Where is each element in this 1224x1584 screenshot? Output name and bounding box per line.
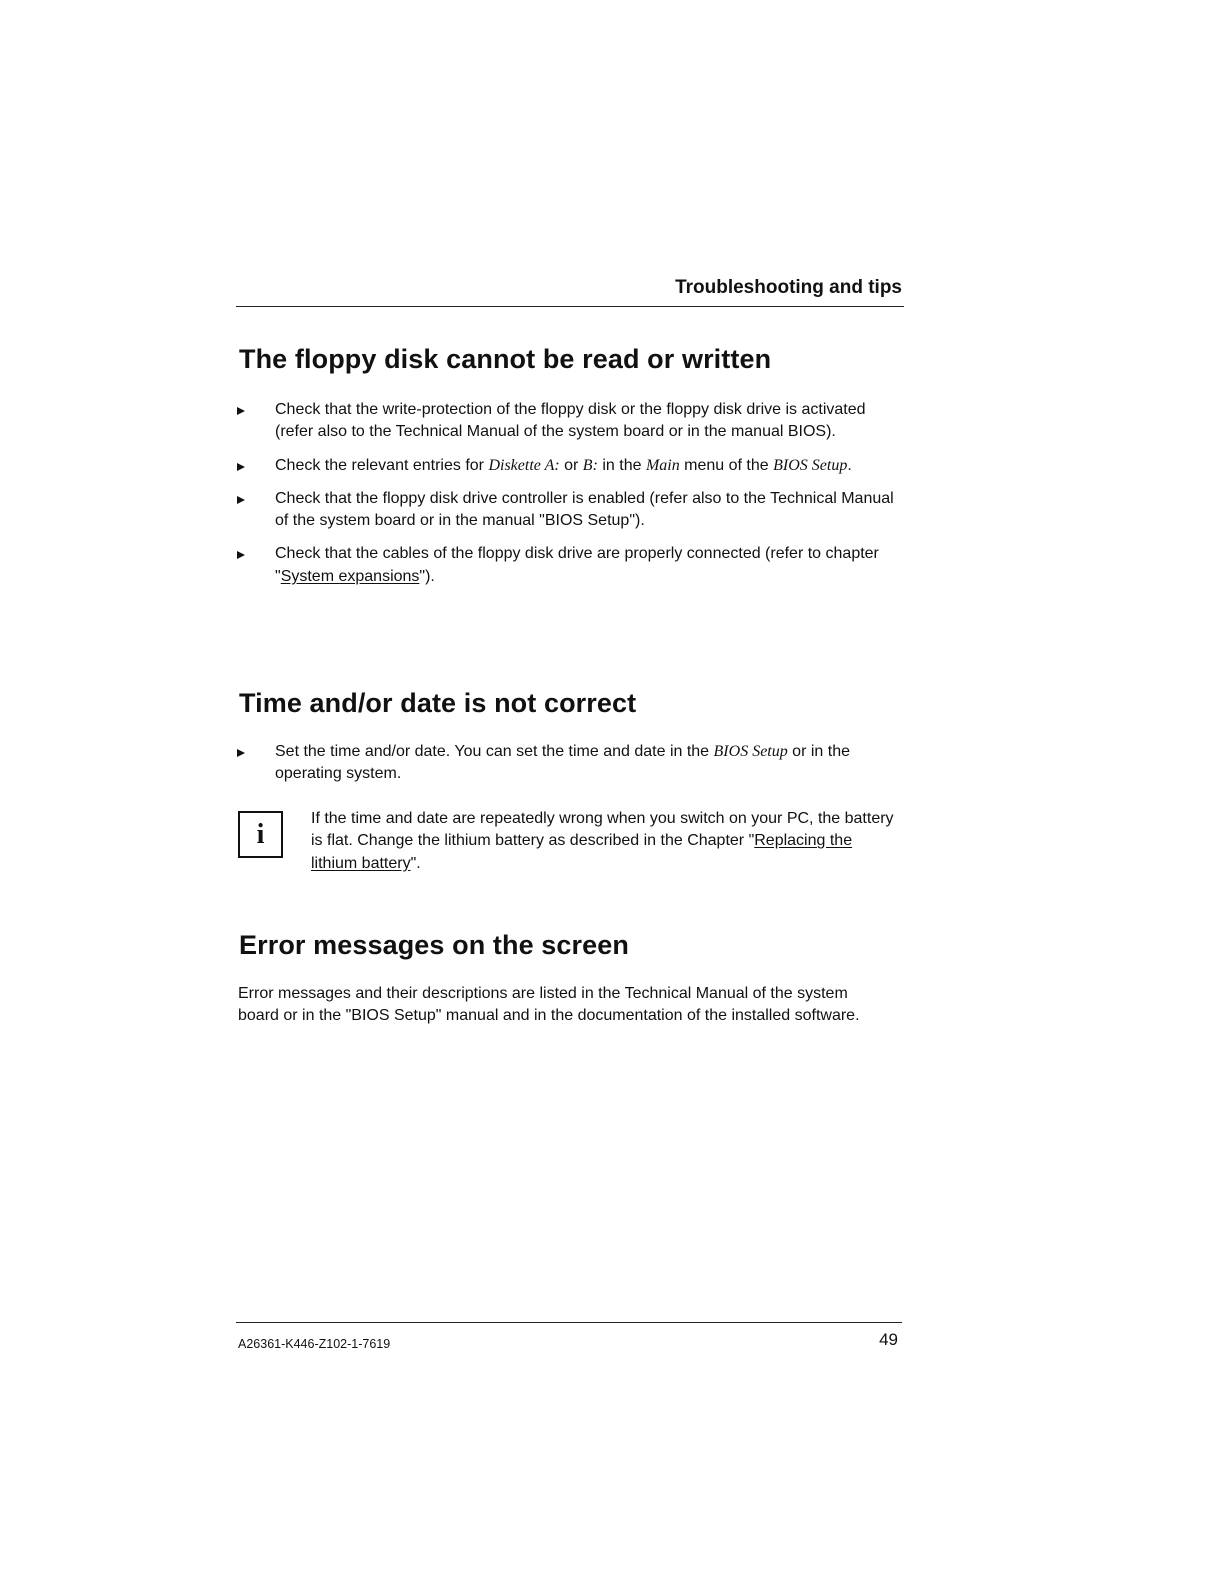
text-run: "). [419,567,435,585]
text-run: ". [410,854,421,872]
list-item-text [275,743,850,782]
running-header: Troubleshooting and tips [675,277,902,298]
floppy-checklist [237,399,905,599]
list-item-text: Check that the write-protection of the floppy disk or the floppy disk drive is activated (refer also to the Technical Manual of the system board or in the manual BIOS). [275,401,866,441]
section-title-floppy: The floppy disk cannot be read or written [239,344,772,374]
info-icon-glyph: i [256,819,265,850]
text-run: Check the relevant entries for [275,456,489,474]
list-item [237,741,905,786]
info-icon [238,811,283,858]
bullet-arrow-icon [237,551,245,559]
list-item-text: Check that the floppy disk drive controller is enabled (refer also to the Technical Manual of the system board or in the manual "BIOS Setup"). [275,489,894,530]
link-system-expansions[interactable]: System expansions [280,567,420,585]
text-run: menu of the [679,456,774,474]
list-item [237,399,905,444]
error-paragraph: Error messages and their descriptions are listed in the Technical Manual of the system board or in the "BIOS Setup" manual and in the documentation of the installed software. [238,985,860,1025]
header-rule [236,306,904,307]
text-run: Check that the cables of the floppy disk drive are properly connected (refer to chapter " [275,545,879,585]
bullet-arrow-icon [237,749,245,757]
list-item-text [275,457,852,474]
page-number: 49 [879,1330,898,1349]
text-run: . [847,456,852,474]
bullet-arrow-icon [237,496,245,504]
text-run: or in the operating system. [275,743,850,783]
section-title-time: Time and/or date is not correct [239,688,637,718]
bios-setup-term: BIOS Setup [713,743,788,760]
text-run: in the [597,456,646,474]
document-code: A26361-K446-Z102-1-7619 [238,1337,391,1351]
bios-entry-diskette-b: B: [582,456,598,474]
bullet-arrow-icon [237,463,245,471]
bullet-arrow-icon [237,407,245,415]
list-item [237,488,905,533]
list-item [237,455,905,477]
link-replacing-lithium-battery[interactable]: Replacing the lithium battery [311,832,853,872]
bios-entry-diskette-a: Diskette A: [488,456,560,474]
list-item [237,543,905,588]
text-run: or [559,456,583,474]
text-run: Set the time and/or date. You can set the time and date in the [275,743,714,760]
footer-rule [236,1322,902,1323]
bios-setup-term: BIOS Setup [773,456,848,474]
list-item-text [275,545,879,584]
section-title-error: Error messages on the screen [239,930,629,960]
info-note-text [311,808,901,875]
text-run: If the time and date are repeatedly wrong when you switch on your PC, the battery is flat. Change the lithium battery as described in the Chapter " [311,810,894,850]
time-checklist [237,741,905,797]
bios-menu-main: Main [645,456,680,474]
